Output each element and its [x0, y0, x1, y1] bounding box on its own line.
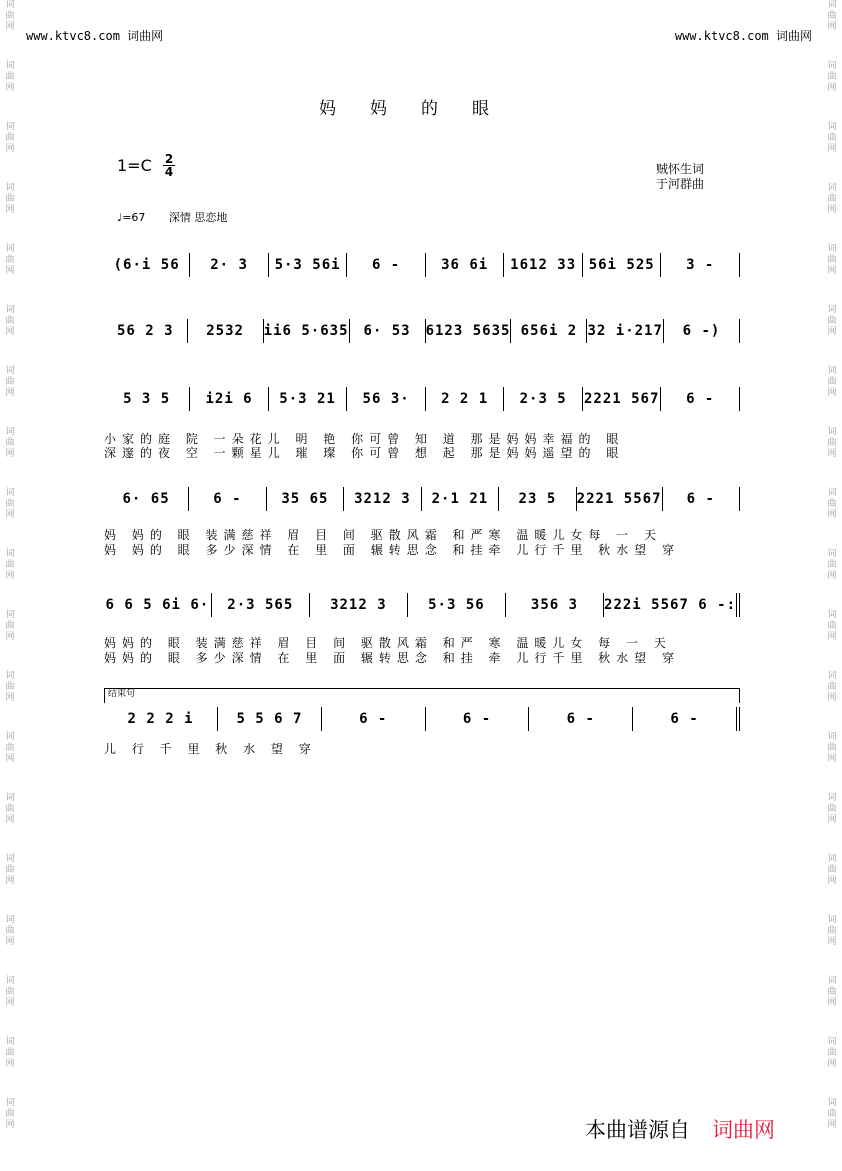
lyric-line: 儿 行 千 里 秋 水 望 穿 [104, 742, 317, 756]
watermark-char: 曲 [827, 987, 837, 997]
watermark-char: 词 [5, 854, 15, 864]
measure: 5 5 6 7 [218, 707, 322, 731]
measure: 2 2 2 i [104, 707, 218, 731]
watermark-block [825, 610, 839, 671]
watermark-block [825, 1098, 839, 1159]
lyricist: 贼怀生词 [656, 162, 705, 176]
watermark-char: 网 [827, 876, 837, 886]
watermark-block [825, 1037, 839, 1098]
lyric-line: 妈妈的 眼 多少深情 在 里 面 辗转思念 和挂 牵 儿行千里 秋水望 穿 [104, 651, 680, 665]
watermark-block [825, 244, 839, 305]
watermark-block [825, 305, 839, 366]
watermark-char: 网 [827, 144, 837, 154]
measure: 2 2 1 [426, 387, 505, 411]
watermark-char: 网 [827, 266, 837, 276]
watermark-char: 网 [5, 266, 15, 276]
watermark-char: 网 [5, 449, 15, 459]
measure: 6· 53 [350, 319, 426, 343]
watermark-char: 词 [5, 976, 15, 986]
watermark-char: 曲 [5, 1048, 15, 1058]
measure: i2i 6 [190, 387, 269, 411]
score-line-5 [104, 592, 740, 618]
measure: (6·i 56 [104, 253, 190, 277]
time-signature-unit: 4 [164, 165, 174, 179]
watermark-char: 曲 [827, 133, 837, 143]
measure: 3212 3 [344, 487, 422, 511]
watermark-char: 曲 [5, 1109, 15, 1119]
watermark-char: 词 [827, 915, 837, 925]
measure: ii6 5·635 [264, 319, 350, 343]
key-signature: 1=C [117, 156, 152, 175]
measure: 2·3 565 [212, 593, 310, 617]
watermark-block [3, 488, 17, 549]
watermark-char: 曲 [827, 11, 837, 21]
watermark-block [3, 427, 17, 488]
watermark-char: 词 [5, 122, 15, 132]
watermark-char: 曲 [5, 72, 15, 82]
watermark-char: 网 [5, 388, 15, 398]
lyric-line: 深邃的夜 空 一颗星儿 璀 璨 你可曾 想 起 那是妈妈遥望的 眼 [104, 446, 625, 460]
watermark-block [3, 793, 17, 854]
watermark-char: 词 [5, 732, 15, 742]
watermark-char: 词 [827, 488, 837, 498]
watermark-char: 曲 [5, 438, 15, 448]
watermark-block [825, 976, 839, 1037]
measure: 356 3 [506, 593, 604, 617]
watermark-block [825, 793, 839, 854]
measure: 2221 567 [583, 387, 662, 411]
watermark-char: 曲 [5, 865, 15, 875]
watermark-char: 网 [5, 327, 15, 337]
watermark-block [825, 427, 839, 488]
watermark-char: 词 [5, 610, 15, 620]
measure: 2·1 21 [422, 487, 500, 511]
watermark-block [3, 610, 17, 671]
watermark-char: 词 [827, 549, 837, 559]
measure: 222i 5567 6 -: [604, 593, 740, 617]
watermark-block [825, 854, 839, 915]
measure: 1612 33 [504, 253, 583, 277]
score-line-4 [104, 486, 740, 512]
score-line-1 [104, 252, 740, 278]
watermark-char: 词 [5, 793, 15, 803]
watermark-char: 词 [827, 854, 837, 864]
watermark-char: 网 [5, 876, 15, 886]
watermark-char: 网 [827, 632, 837, 642]
watermark-block [3, 1098, 17, 1159]
watermark-char: 曲 [5, 926, 15, 936]
watermark-char: 词 [827, 244, 837, 254]
coda-label: 结束句 [108, 689, 136, 699]
watermark-char: 曲 [827, 926, 837, 936]
watermark-char: 网 [5, 83, 15, 93]
watermark-char: 词 [827, 976, 837, 986]
watermark-char: 网 [827, 449, 837, 459]
watermark-block [3, 1037, 17, 1098]
watermark-char: 曲 [5, 499, 15, 509]
watermark-char: 网 [5, 693, 15, 703]
watermark-char: 词 [5, 183, 15, 193]
composer: 于河群曲 [656, 177, 705, 191]
watermark-char: 词 [5, 61, 15, 71]
footer-text: 本曲谱源自 [585, 1118, 690, 1142]
measure: 6 6 5 6i 6· [104, 593, 212, 617]
watermark-block [825, 183, 839, 244]
watermark-char: 曲 [827, 560, 837, 570]
watermark-char: 曲 [5, 194, 15, 204]
watermark-block [825, 366, 839, 427]
watermark-char: 词 [827, 1037, 837, 1047]
watermark-char: 网 [5, 998, 15, 1008]
watermark-char: 词 [5, 488, 15, 498]
watermark-char: 网 [5, 754, 15, 764]
watermark-char: 曲 [827, 438, 837, 448]
watermark-char: 曲 [827, 865, 837, 875]
watermark-char: 曲 [827, 1109, 837, 1119]
watermark-char: 网 [827, 388, 837, 398]
lyric-line: 妈 妈的 眼 装满慈祥 眉 目 间 驱散风霜 和严寒 温暖儿女每 一 天 [104, 528, 662, 542]
watermark-char: 网 [5, 815, 15, 825]
song-title: 妈妈的眼 [319, 99, 523, 119]
measure: 656i 2 [511, 319, 587, 343]
watermark-block [825, 488, 839, 549]
score-line-6 [104, 706, 740, 732]
watermark-char: 词 [5, 1098, 15, 1108]
watermark-char: 曲 [827, 804, 837, 814]
tempo-marking [117, 209, 227, 225]
measure: 6 - [663, 487, 741, 511]
watermark-char: 词 [5, 0, 15, 10]
expression: 深情 思恋地 [168, 211, 228, 224]
watermark-char: 曲 [827, 316, 837, 326]
watermark-char: 词 [5, 366, 15, 376]
watermark-block [3, 732, 17, 793]
watermark-block [3, 122, 17, 183]
measure: 23 5 [499, 487, 577, 511]
measure: 56i 525 [583, 253, 662, 277]
measure: 56 2 3 [104, 319, 188, 343]
watermark-char: 网 [5, 571, 15, 581]
footer-brand-link[interactable]: 词曲网 [712, 1118, 775, 1142]
watermark-char: 网 [5, 632, 15, 642]
site-url-right[interactable]: www.ktvc8.com 词曲网 [674, 29, 812, 43]
watermark-block [825, 549, 839, 610]
score-line-3 [104, 386, 740, 412]
watermark-block [825, 0, 839, 61]
measure: 2221 5567 [577, 487, 663, 511]
watermark-char: 网 [5, 510, 15, 520]
measure: 6 - [347, 253, 426, 277]
watermark-char: 网 [827, 998, 837, 1008]
watermark-char: 词 [5, 1037, 15, 1047]
watermark-char: 曲 [5, 255, 15, 265]
watermark-char: 曲 [827, 72, 837, 82]
watermark-block [3, 549, 17, 610]
watermark-char: 曲 [827, 194, 837, 204]
site-url-left[interactable]: www.ktvc8.com 词曲网 [26, 29, 164, 43]
watermark-char: 词 [827, 610, 837, 620]
watermark-char: 网 [827, 1120, 837, 1130]
measure: 5·3 56 [408, 593, 506, 617]
watermark-block [825, 122, 839, 183]
score-line-2 [104, 318, 740, 344]
time-signature [163, 153, 175, 178]
watermark-char: 词 [5, 549, 15, 559]
measure: 35 65 [267, 487, 345, 511]
watermark-char: 词 [827, 732, 837, 742]
watermark-char: 曲 [5, 804, 15, 814]
measure: 3 - [661, 253, 740, 277]
watermark-char: 网 [827, 510, 837, 520]
watermark-char: 曲 [5, 560, 15, 570]
tempo-value: ♩=67 [117, 211, 146, 224]
measure: 2532 [188, 319, 264, 343]
watermark-char: 网 [5, 22, 15, 32]
coda-bracket [104, 688, 740, 703]
credits [656, 162, 704, 192]
watermark-char: 曲 [5, 377, 15, 387]
watermark-char: 曲 [827, 682, 837, 692]
watermark-char: 词 [827, 793, 837, 803]
measure: 5·3 21 [269, 387, 348, 411]
measure: 32 i·217 [587, 319, 663, 343]
watermark-char: 曲 [5, 316, 15, 326]
watermark-block [3, 976, 17, 1037]
measure: 2·3 5 [504, 387, 583, 411]
watermark-right [825, 0, 839, 1171]
watermark-block [3, 671, 17, 732]
measure: 6 - [661, 387, 740, 411]
watermark-block [3, 183, 17, 244]
measure: 3212 3 [310, 593, 408, 617]
watermark-char: 曲 [5, 621, 15, 631]
watermark-left [3, 0, 17, 1171]
watermark-char: 网 [827, 1059, 837, 1069]
watermark-char: 曲 [827, 1048, 837, 1058]
measure: 5·3 56i [269, 253, 348, 277]
lyric-line: 小家的庭 院 一朵花儿 明 艳 你可曾 知 道 那是妈妈幸福的 眼 [104, 432, 625, 446]
measure: 2· 3 [190, 253, 269, 277]
watermark-char: 词 [827, 61, 837, 71]
watermark-char: 网 [827, 937, 837, 947]
watermark-char: 网 [827, 327, 837, 337]
measure: 6 -) [664, 319, 740, 343]
watermark-char: 网 [5, 1120, 15, 1130]
footer-source [585, 1114, 775, 1144]
watermark-block [3, 366, 17, 427]
watermark-char: 网 [827, 815, 837, 825]
lyric-line: 妈妈的 眼 装满慈祥 眉 目 间 驱散风霜 和严 寒 温暖儿女 每 一 天 [104, 636, 672, 650]
measure: 56 3· [347, 387, 426, 411]
watermark-char: 词 [827, 122, 837, 132]
measure: 6· 65 [104, 487, 189, 511]
watermark-char: 词 [827, 671, 837, 681]
watermark-char: 曲 [5, 987, 15, 997]
measure: 36 6i [426, 253, 505, 277]
measure: 6 - [633, 707, 740, 731]
watermark-char: 词 [827, 183, 837, 193]
watermark-char: 网 [827, 83, 837, 93]
measure: 5 3 5 [104, 387, 190, 411]
watermark-char: 词 [827, 1098, 837, 1108]
time-signature-beats: 2 [164, 152, 174, 166]
watermark-char: 词 [5, 671, 15, 681]
watermark-char: 网 [5, 144, 15, 154]
measure: 6 - [529, 707, 633, 731]
watermark-char: 网 [827, 693, 837, 703]
watermark-char: 词 [5, 244, 15, 254]
watermark-block [3, 915, 17, 976]
watermark-char: 词 [5, 915, 15, 925]
watermark-block [3, 0, 17, 61]
watermark-block [3, 854, 17, 915]
watermark-char: 网 [827, 22, 837, 32]
measure: 6 - [189, 487, 267, 511]
watermark-char: 网 [827, 205, 837, 215]
watermark-char: 词 [5, 427, 15, 437]
watermark-block [825, 915, 839, 976]
watermark-char: 词 [827, 366, 837, 376]
measure: 6 - [426, 707, 530, 731]
watermark-block [825, 671, 839, 732]
lyric-line: 妈 妈的 眼 多少深情 在 里 面 辗转思念 和挂牵 儿行千里 秋水望 穿 [104, 543, 680, 557]
watermark-char: 词 [827, 0, 837, 10]
watermark-char: 词 [5, 305, 15, 315]
watermark-char: 词 [827, 305, 837, 315]
watermark-char: 曲 [5, 133, 15, 143]
watermark-char: 词 [827, 427, 837, 437]
watermark-char: 曲 [5, 11, 15, 21]
watermark-char: 曲 [5, 682, 15, 692]
measure: 6 - [322, 707, 426, 731]
watermark-char: 网 [827, 571, 837, 581]
watermark-char: 网 [827, 754, 837, 764]
watermark-char: 网 [5, 937, 15, 947]
watermark-char: 网 [5, 205, 15, 215]
watermark-char: 曲 [827, 743, 837, 753]
watermark-char: 网 [5, 1059, 15, 1069]
watermark-block [3, 305, 17, 366]
watermark-char: 曲 [827, 255, 837, 265]
watermark-char: 曲 [5, 743, 15, 753]
watermark-block [3, 244, 17, 305]
watermark-char: 曲 [827, 499, 837, 509]
watermark-char: 曲 [827, 621, 837, 631]
watermark-char: 曲 [827, 377, 837, 387]
watermark-block [825, 732, 839, 793]
measure: 6123 5635 [426, 319, 512, 343]
